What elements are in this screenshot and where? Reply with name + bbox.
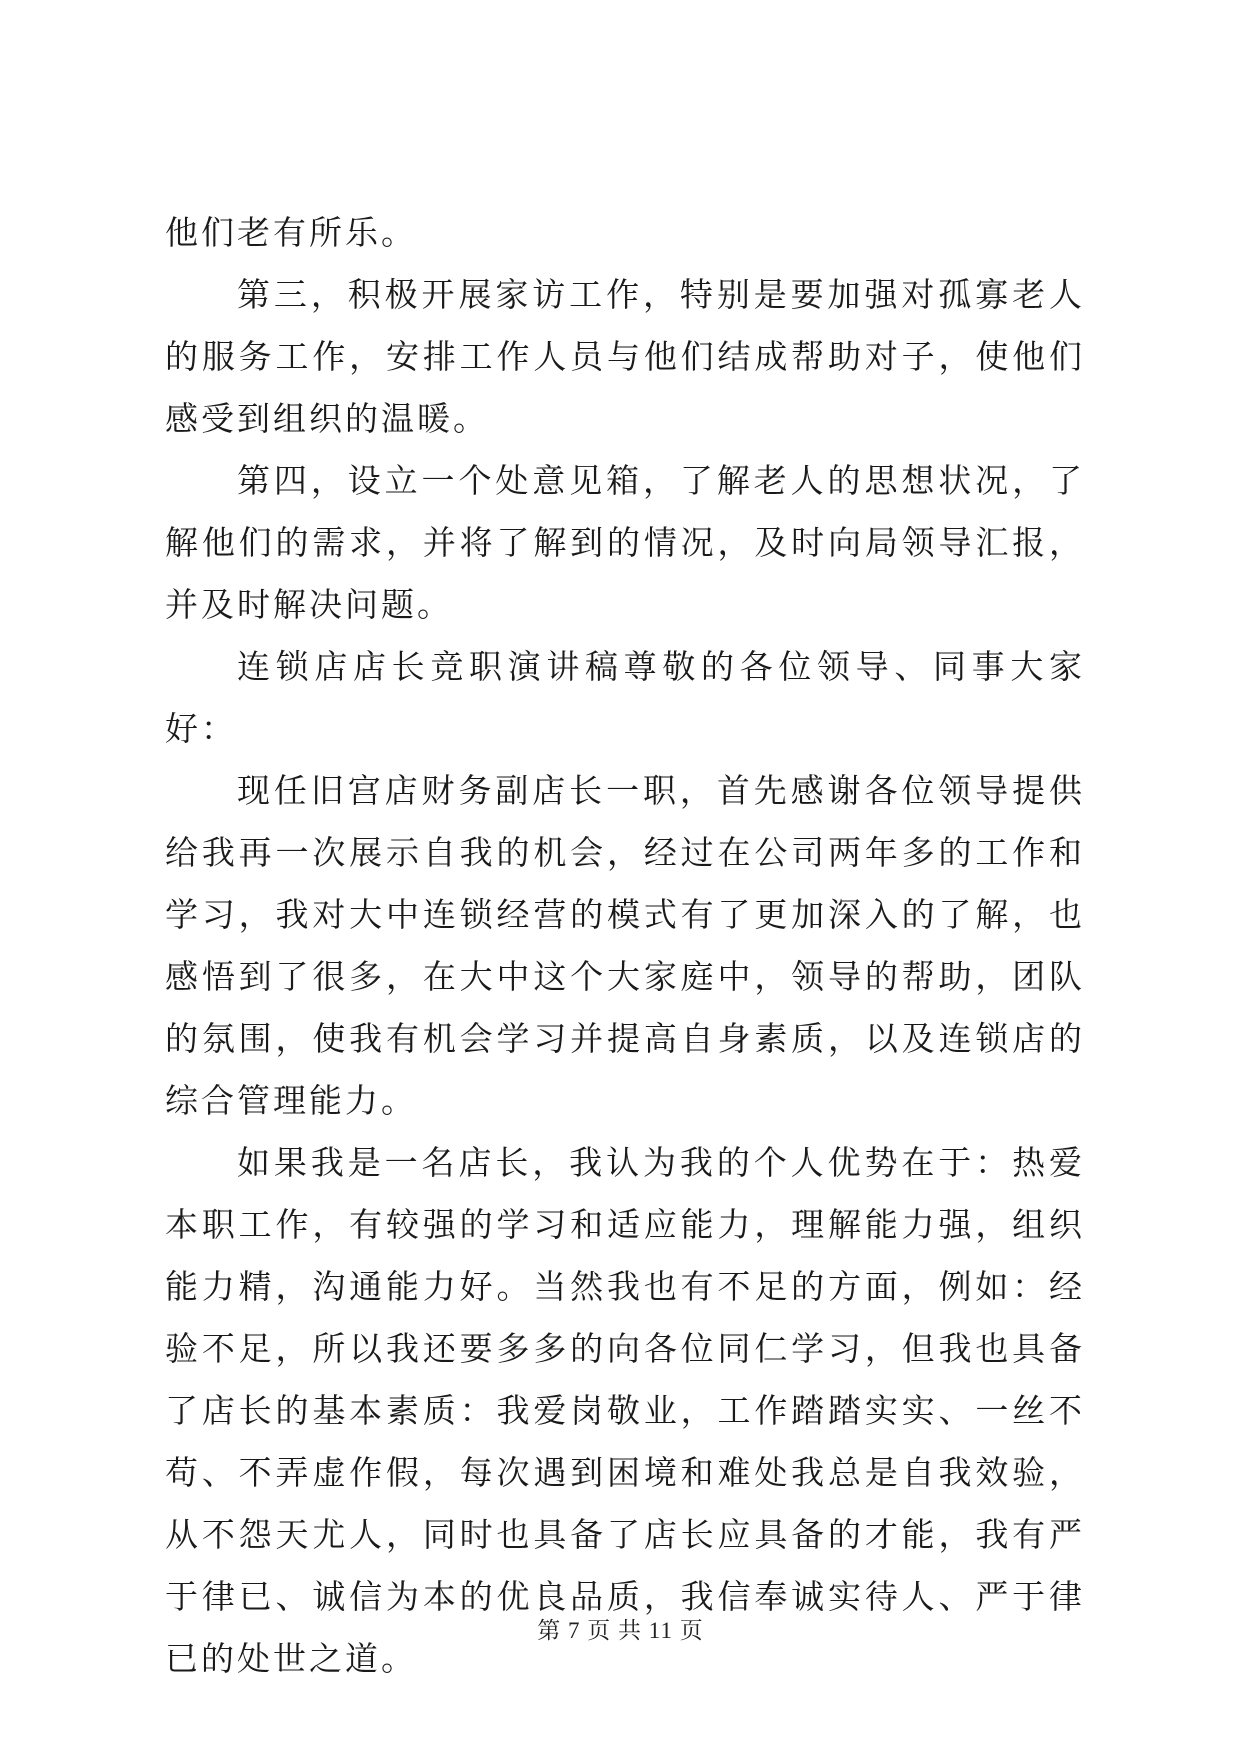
paragraph-fourth-point: 第四，设立一个处意见箱，了解老人的思想状况，了解他们的需求，并将了解到的情况，及时向局领导汇报，并及时解决问题。 <box>165 461 1085 624</box>
document-body <box>165 202 1085 1690</box>
paragraph-introduction: 现任旧宫店财务副店长一职，首先感谢各位领导提供给我再一次展示自我的机会，经过在公司两年多的工作和学习，我对大中连锁经营的模式有了更加深入的了解，也感悟到了很多，在大中这个大家庭中，领导的帮助，团队的氛围，使我有机会学习并提高自身素质，以及连锁店的综合管理能力。 <box>165 771 1085 1120</box>
paragraph-speech-title: 连锁店店长竞职演讲稿尊敬的各位领导、同事大家好： <box>165 647 1085 748</box>
paragraph-third-point: 第三，积极开展家访工作，特别是要加强对孤寡老人的服务工作，安排工作人员与他们结成帮助对子，使他们感受到组织的温暖。 <box>165 275 1085 438</box>
page-footer: 第 7 页 共 11 页 <box>537 1618 704 1643</box>
paragraph-strengths: 如果我是一名店长，我认为我的个人优势在于：热爱本职工作，有较强的学习和适应能力，理解能力强，组织能力精，沟通能力好。当然我也有不足的方面，例如：经验不足，所以我还要多多的向各位同仁学习，但我也具备了店长的基本素质：我爱岗敬业，工作踏踏实实、一丝不苟、不弄虚作假，每次遇到困境和难处我总是自我效验，从不怨天尤人，同时也具备了店长应具备的才能，我有严于律已、诚信为本的优良品质，我信奉诚实待人、严于律已的处世之道。 <box>165 1143 1085 1678</box>
paragraph-continuation: 他们老有所乐。 <box>165 213 417 252</box>
